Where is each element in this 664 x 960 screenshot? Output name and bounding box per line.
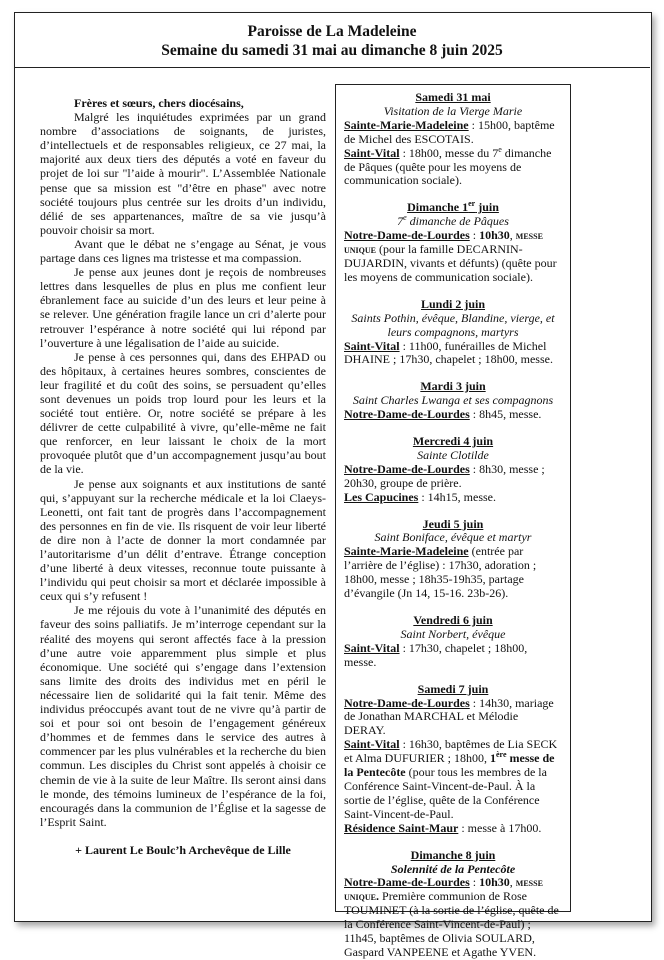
place-name: Notre-Dame-de-Lourdes — [344, 695, 470, 710]
place-name: Saint-Vital — [344, 737, 400, 752]
feast-name: Saint Charles Lwanga et ses compagnons — [352, 393, 554, 408]
place-name: Sainte-Marie-Madeleine — [344, 544, 469, 559]
letter-paragraph: Je pense à ces personnes qui, dans des EHPAD ou des hôpitaux, à certaines heures sombres, conscientes de leur fragilité et du coût des soins, se persuadent qu’elles sont devenues un poids trop lourd pour les leurs et la société tout entière. Or, notre société se prépare à les délivrer de cette culpabilité à vivre, qu’elle-même ne fait que renforcer, en leur laissant le choix de la mort provoquée plutôt que d’un accompagnement jusqu’au bout de la vie. — [40, 349, 326, 477]
unique-mass-label: messe unique — [344, 228, 543, 257]
entry-text: (pour tous les membres de la Conférence Saint-Vincent-de-Paul. À la sortie de l’église, quête de la Conférence Saint-Vincent-de-Paul. — [344, 765, 547, 821]
day-title: Mercredi 4 juin — [412, 434, 494, 449]
place-name: Notre-Dame-de-Lourdes — [344, 407, 470, 422]
day-thursday-5 — [344, 518, 562, 601]
place-name: Les Capucines — [344, 489, 419, 504]
schedule-entry — [344, 642, 562, 670]
schedule-entry — [344, 408, 562, 422]
entry-text: (pour la famille DECARNIN-DUJARDIN, vivants et défunts) (quête pour les moyens de communication sociale). — [344, 242, 557, 284]
day-title-text: juin — [475, 200, 499, 215]
place-name: Résidence Saint-Maur — [344, 820, 459, 835]
schedule-entry — [344, 738, 562, 821]
letter-signature: + Laurent Le Boulc’h Archevêque de Lille — [75, 842, 291, 857]
feast-name: Visitation de la Vierge Marie — [383, 103, 523, 118]
letter-paragraph: Je me réjouis du vote à l’unanimité des députés en faveur des soins palliatifs. Je m’interroge cependant sur la réalité des moyens qui seront affectés face à la pression d’une autre voie apparemment plus simple et plus économique. Une société qui s’engage dans l’extension sans limite des droits des individus met en péril le nécessaire lien de solidarité qui la fait tenir. Même des individus préoccupés avant tout de ne vivre qu’à partir de soi et pour soi ont besoin de l’engagement généreux d’hommes et de femmes dans le service des autres à commencer par les plus vulnérables et la recherche du bien commun. Les disciples du Christ sont appelés à choisir ce chemin de vie à la suite de leur Maître. Ils seront ainsi dans le monde, des témoins lumineux de l’espérance de la foi, encouragés dans la communion de l’Église et la sagesse de l’Esprit Saint. — [40, 603, 326, 829]
day-title: Lundi 2 juin — [420, 296, 486, 311]
schedule-entry — [344, 463, 562, 491]
day-wednesday-4 — [344, 435, 562, 505]
schedule-entry — [344, 229, 562, 285]
entry-text: : 15h00, baptême de Michel des ESCOTAIS. — [344, 117, 555, 146]
day-title-text: Dimanche 1 — [407, 200, 469, 215]
feast-name: Saint Norbert, évêque — [400, 626, 506, 641]
letter-paragraph: Malgré les inquiétudes exprimées par un grand nombre d’associations de soignants, de juristes, d’intellectuels et de responsables religieux, ce 27 mai, la majorité aux deux tiers des députés a voté en faveur du projet de loi sur "l’aide à mourir". L’Assemblée Nationale pense que sa mission est "d’être en phase" avec notre société toujours plus centrée sur les droits d’un individu, délié de ses appartenances, maître de sa vie jusqu’à pouvoir choisir sa mort. — [40, 110, 326, 237]
mass-time: 10h30 — [479, 228, 510, 243]
entry-text: : 8h45, messe. — [469, 407, 542, 422]
day-title: Jeudi 5 juin — [422, 516, 484, 531]
pentecost-label: messe de la Pentecôte — [344, 751, 555, 780]
ordinal-suffix: e — [403, 213, 407, 223]
entry-text: : messe à 17h00. — [458, 820, 542, 835]
day-friday-6 — [344, 614, 562, 670]
bishop-letter — [40, 96, 326, 857]
day-title: Samedi 31 mai — [415, 90, 491, 104]
entry-text: : 16h30, baptêmes de Lia SECK et Alma DUFURIER ; 18h00, — [344, 737, 558, 766]
letter-paragraph: Je pense aux jeunes dont je reçois de nombreuses lettres dans lesquelles de plus en plus me confient leur ébranlement face au suicide d’un des leurs et leur peine à se relever. Une génération fragile lance un cri d’alerte pour retrouver l’espérance à notre société qui lui répond par l’ouverture à une légalisation de l’aide au suicide. — [40, 265, 326, 350]
day-title: Samedi 7 juin — [417, 681, 489, 696]
schedule-entry — [344, 876, 562, 959]
day-saturday-31 — [344, 91, 562, 188]
place-name: Saint-Vital — [344, 640, 400, 655]
feast-text: 7 — [397, 214, 404, 229]
entry-text: Première communion de Rose TOUMINET (à la sortie de l’église, quête de la Conférence Saint-Vincent-de-Paul) ; 11h45, baptêmes de Olivia SOULARD, Gaspard VANPEENE et Agathe YVEN. — [344, 889, 559, 959]
day-title: Vendredi 6 juin — [413, 613, 493, 627]
entry-text: (entrée par l’arrière de l’église) : 17h30, adoration ; 18h00, messe ; 18h35-19h35, partage d’évangile (Jn 14, 15-16. 23b-26). — [344, 544, 537, 601]
separator: : — [469, 228, 480, 243]
entry-text: : 18h00, messe du 7 — [399, 145, 499, 160]
entry-text: : 8h30, messe ; 20h30, groupe de prière. — [344, 461, 545, 490]
schedule-entry — [344, 119, 562, 147]
unique-mass-label: messe unique. — [344, 875, 543, 904]
schedule-entry — [344, 545, 562, 601]
feast-name: Saint Boniface, évêque et martyr — [374, 530, 532, 545]
weekly-schedule — [335, 84, 571, 959]
separator: , — [509, 228, 516, 243]
place-name: Saint-Vital — [344, 145, 400, 160]
pentecost-ordinal: 1 — [490, 751, 496, 766]
place-name: Saint-Vital — [344, 338, 400, 353]
day-title: Dimanche 8 juin — [410, 847, 496, 862]
separator: , — [509, 875, 516, 890]
feast-name: Sainte Clotilde — [417, 447, 489, 462]
schedule-entry — [344, 822, 562, 836]
mass-time: 10h30 — [479, 875, 510, 890]
letter-greeting: Frères et sœurs, chers diocésains, — [74, 96, 244, 110]
entry-text: dimanche de Pâques (quête pour les moyens de communication sociale). — [344, 145, 552, 188]
ordinal-suffix: ère — [496, 750, 507, 760]
schedule-entry — [344, 491, 562, 505]
feast-text: dimanche de Pâques — [406, 214, 509, 229]
place-name: Notre-Dame-de-Lourdes — [344, 228, 470, 243]
page-header — [14, 12, 650, 68]
entry-text: : 17h30, chapelet ; 18h00, messe. — [344, 640, 528, 669]
day-title: Mardi 3 juin — [420, 379, 486, 394]
place-name: Notre-Dame-de-Lourdes — [344, 461, 470, 476]
week-title: Semaine du samedi 31 mai au dimanche 8 juin 2025 — [161, 42, 503, 59]
feast-name: Solennité de la Pentecôte — [390, 861, 516, 876]
schedule-entry — [344, 340, 562, 368]
parish-title: Paroisse de La Madeleine — [247, 23, 417, 40]
entry-text: : 14h30, mariage de Jonathan MARCHAL et Mélodie DERAY. — [344, 695, 554, 738]
letter-paragraph: Je pense aux soignants et aux institutions de santé qui, s’appuyant sur la recherche médicale et la loi Claeys-Leonetti, ont fait tant de progrès dans l’accompagnement des personnes en fin de vie. Ils risquent de voir leur liberté de dire non à l’acte de donner la mort condamnée par l’autoritarisme d’un délit d’entrave. Étrange conception d’une liberté à deux vitesses, reconnue toute puissante à l’individu qui peut choisir sa mort et déclarée impossible à ceux qui s’y refusent ! — [40, 476, 326, 604]
letter-paragraph: Avant que le débat ne s’engage au Sénat, je vous partage dans ces lignes ma tristesse et ma compassion. — [40, 236, 326, 266]
ordinal-suffix: e — [498, 144, 502, 154]
ordinal-suffix: er — [468, 199, 476, 209]
day-sunday-1 — [344, 201, 562, 284]
feast-name: Saints Pothin, évêque, Blandine, vierge, et leurs compagnons, martyrs — [351, 310, 555, 339]
feast-name — [344, 215, 562, 229]
schedule-entry — [344, 697, 562, 739]
day-sunday-8 — [344, 849, 562, 960]
place-name: Notre-Dame-de-Lourdes — [344, 875, 470, 890]
entry-text: : 14h15, messe. — [418, 489, 497, 504]
day-saturday-7 — [344, 683, 562, 836]
separator: : — [469, 875, 480, 890]
entry-text: : 11h00, funérailles de Michel DHAINE ; 17h30, chapelet ; 18h00, messe. — [344, 338, 553, 367]
day-monday-2 — [344, 298, 562, 368]
day-tuesday-3 — [344, 380, 562, 422]
place-name: Sainte-Marie-Madeleine — [344, 117, 469, 132]
schedule-entry — [344, 144, 562, 189]
